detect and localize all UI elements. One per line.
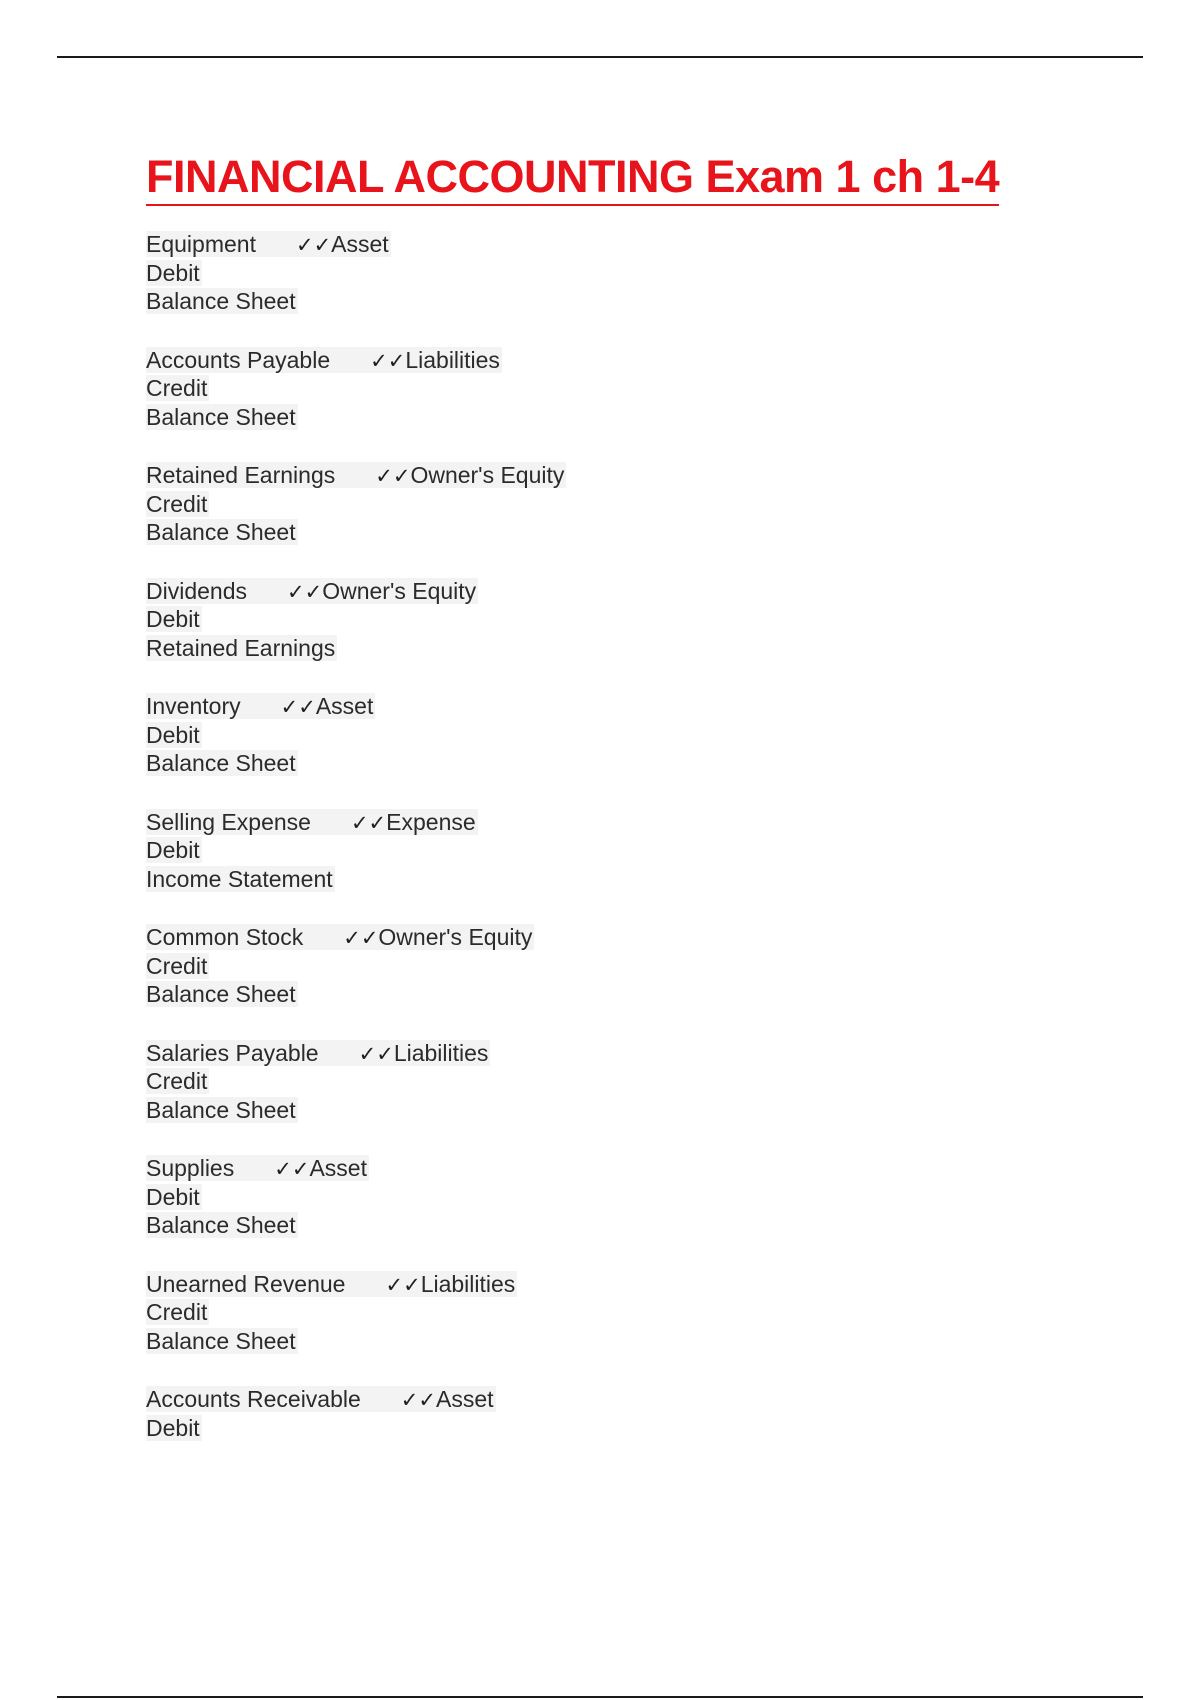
check-icon: ✓✓	[280, 695, 316, 719]
question-line	[146, 347, 502, 373]
term: Accounts Payable	[146, 346, 331, 373]
flashcard	[146, 808, 1046, 924]
statement-label: Balance Sheet	[146, 1212, 296, 1238]
answer: Liabilities	[420, 1270, 516, 1297]
side-label: Credit	[146, 1299, 208, 1325]
flashcard-list	[146, 230, 1046, 1501]
term: Accounts Receivable	[146, 1386, 361, 1412]
flashcard	[146, 1385, 1046, 1501]
statement-label: Balance Sheet	[146, 1327, 296, 1354]
term: Common Stock	[146, 924, 304, 950]
question-line	[146, 924, 534, 950]
question-line	[146, 693, 375, 719]
flashcard	[146, 577, 1046, 693]
term: Unearned Revenue	[146, 1270, 346, 1297]
check-icon: ✓✓	[400, 1388, 436, 1412]
statement-label: Balance Sheet	[146, 403, 296, 430]
page-top-rule	[57, 56, 1143, 58]
question-line	[146, 462, 566, 488]
side-label: Debit	[146, 721, 200, 748]
flashcard	[146, 1039, 1046, 1155]
statement-label: Balance Sheet	[146, 519, 296, 545]
answer: Owner's Equity	[322, 577, 477, 604]
flashcard	[146, 923, 1046, 1039]
check-icon: ✓✓	[274, 1157, 310, 1181]
flashcard	[146, 461, 1046, 577]
check-icon: ✓✓	[343, 926, 379, 950]
statement-label: Balance Sheet	[146, 981, 296, 1007]
statement-label: Income Statement	[146, 865, 333, 892]
check-icon: ✓✓	[358, 1041, 394, 1066]
question-line	[146, 809, 478, 835]
check-icon: ✓✓	[385, 1272, 421, 1297]
answer: Expense	[386, 808, 476, 835]
answer: Liabilities	[405, 346, 500, 373]
side-label: Debit	[146, 259, 200, 286]
answer: Asset	[315, 693, 374, 719]
page-bottom-rule	[57, 1696, 1143, 1698]
statement-label: Balance Sheet	[146, 288, 296, 314]
flashcard	[146, 692, 1046, 808]
answer: Owner's Equity	[378, 924, 533, 950]
statement-label: Balance Sheet	[146, 750, 296, 776]
term: Selling Expense	[146, 808, 311, 835]
answer: Asset	[309, 1155, 367, 1181]
check-icon: ✓✓	[295, 233, 332, 257]
flashcard	[146, 1154, 1046, 1270]
flashcard	[146, 1270, 1046, 1386]
term: Equipment	[146, 231, 256, 257]
side-label: Credit	[146, 952, 208, 979]
term: Supplies	[146, 1155, 235, 1181]
answer: Asset	[331, 231, 389, 257]
side-label: Credit	[146, 1068, 208, 1094]
document-title: FINANCIAL ACCOUNTING Exam 1 ch 1-4	[146, 150, 999, 206]
question-line	[146, 1040, 490, 1066]
side-label: Debit	[146, 1183, 200, 1210]
side-label: Debit	[146, 837, 200, 863]
question-line	[146, 1386, 496, 1412]
question-line	[146, 1155, 369, 1181]
check-icon: ✓✓	[370, 348, 406, 373]
answer: Liabilities	[393, 1039, 489, 1066]
check-icon: ✓✓	[287, 579, 323, 604]
flashcard	[146, 230, 1046, 346]
statement-label: Balance Sheet	[146, 1096, 296, 1123]
question-line	[146, 231, 391, 257]
question-line	[146, 1271, 517, 1297]
flashcard	[146, 346, 1046, 462]
check-icon: ✓✓	[375, 464, 411, 488]
side-label: Debit	[146, 606, 200, 632]
term: Dividends	[146, 577, 247, 604]
answer: Owner's Equity	[410, 462, 565, 488]
term: Retained Earnings	[146, 462, 336, 488]
question-line	[146, 578, 478, 604]
side-label: Debit	[146, 1414, 200, 1441]
side-label: Credit	[146, 490, 208, 517]
check-icon: ✓✓	[350, 810, 387, 835]
answer: Asset	[436, 1386, 494, 1412]
term: Inventory	[146, 693, 241, 719]
term: Salaries Payable	[146, 1039, 319, 1066]
side-label: Credit	[146, 375, 208, 401]
statement-label: Retained Earnings	[146, 634, 336, 661]
